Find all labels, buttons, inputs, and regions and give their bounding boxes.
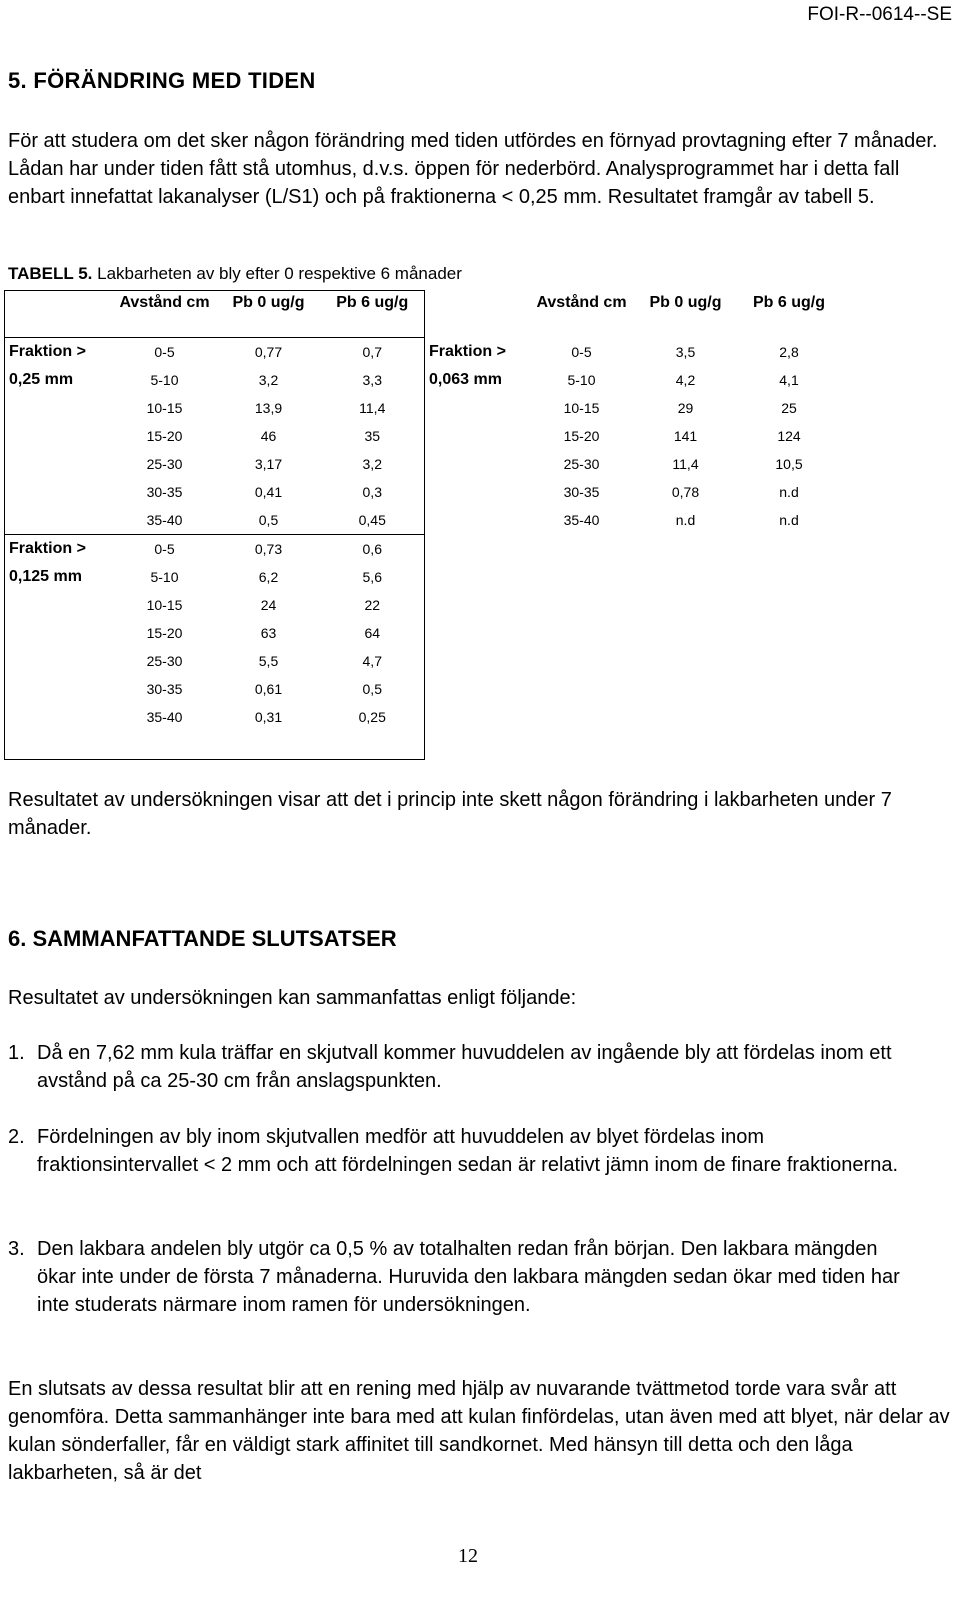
pb0-cell: 0,77 — [217, 338, 321, 367]
pb0-cell: 3,17 — [254, 456, 283, 472]
header-pb0-left: Pb 0 ug/g — [217, 291, 321, 338]
distance-cell: 5-10 — [567, 372, 596, 388]
pb0-cell: 13,9 — [254, 400, 283, 416]
table-row — [5, 591, 841, 619]
pb0-cell: 0,5 — [258, 512, 279, 528]
pb0-cell: 29 — [677, 400, 694, 416]
header-pb6-right: Pb 6 ug/g — [753, 293, 825, 311]
distance-cell: 15-20 — [146, 428, 183, 444]
table-row — [5, 450, 841, 478]
distance-cell: 0-5 — [571, 343, 592, 360]
pb0-cell: 6,2 — [258, 569, 279, 585]
empty-cell — [425, 535, 530, 564]
fraction-label — [5, 703, 113, 731]
fraction-label — [425, 394, 530, 422]
fraction-label — [5, 506, 113, 535]
distance-cell: 15-20 — [146, 625, 183, 641]
pb6-cell: 0,45 — [321, 506, 425, 535]
fraction-label: 0,063 mm — [429, 371, 502, 388]
distance-cell: 35-40 — [146, 709, 183, 725]
fraction-label — [5, 394, 113, 422]
pb6-cell: 22 — [321, 591, 425, 619]
empty-cell — [738, 563, 841, 591]
pb6-cell: 2,8 — [779, 343, 799, 360]
conclusion-item — [8, 1123, 917, 1179]
table-row — [5, 619, 841, 647]
page-number: 12 — [458, 1545, 478, 1567]
empty-cell — [738, 647, 841, 675]
empty-cell — [425, 731, 530, 760]
distance-cell: 35-40 — [146, 512, 183, 528]
pb0-cell: 0,31 — [254, 709, 283, 725]
conclusion-number: 2. — [8, 1126, 25, 1148]
section-5-heading: 5. FÖRÄNDRING MED TIDEN — [8, 68, 316, 93]
table-row — [5, 394, 841, 422]
pb6-cell: 0,5 — [321, 675, 425, 703]
pb6-cell: 0,25 — [321, 703, 425, 731]
header-pb6-left: Pb 6 ug/g — [321, 291, 425, 338]
distance-cell: 15-20 — [563, 428, 600, 444]
distance-cell: 5-10 — [150, 372, 179, 388]
conclusion-number: 3. — [8, 1238, 25, 1260]
table-row — [5, 478, 841, 506]
empty-cell — [425, 647, 530, 675]
pb0-cell: 0,41 — [254, 484, 283, 500]
section-6-intro: Resultatet av undersökningen kan sammanfattas enligt följande: — [8, 987, 577, 1009]
conclusion-text: Fördelningen av bly inom skjutvallen medför att huvuddelen av blyet fördelas inom fraktionsintervallet < 2 mm och att fördelningen sedan är relativt jämn inom de finare fraktionerna. — [37, 1126, 898, 1176]
pb0-cell: 63 — [260, 625, 277, 641]
pb0-cell: 0,61 — [254, 681, 283, 697]
empty-cell — [634, 563, 738, 591]
empty-cell — [5, 731, 113, 760]
pb6-cell: 124 — [777, 428, 801, 444]
fraction-label — [5, 450, 113, 478]
pb6-cell: 11,4 — [321, 394, 425, 422]
pb6-cell: 4,1 — [779, 372, 799, 388]
table-header-row — [5, 291, 841, 338]
closing-paragraph: En slutsats av dessa resultat blir att en rening med hjälp av nuvarande tvättmetod torde vara svår att genomföra. Detta sammanhänger inte bara med att kulan finfördelas, utan även med att blyet, när delar av kulan sönderfaller, får en väldigt stark affinitet till sandkornet. Med hänsyn till detta och den låga lakbarheten, så är det — [8, 1378, 950, 1484]
empty-cell — [530, 591, 634, 619]
empty-cell — [530, 563, 634, 591]
fraction-label: Fraktion > — [429, 342, 506, 360]
table-row — [5, 422, 841, 450]
conclusion-text: Den lakbara andelen bly utgör ca 0,5 % av totalhalten redan från början. Den lakbara mängden ökar inte under de första 7 månaderna. Huruvida den lakbara mängden sedan ökar med tiden har inte studerats närmare inom ramen för undersökningen. — [37, 1238, 900, 1316]
section-5-paragraph: För att studera om det sker någon förändring med tiden utfördes en förnyad provtagning efter 7 månader. Lådan har under tiden fått stå utomhus, d.v.s. öppen för nederbörd. Analysprogrammet har i detta fall enbart innefattat lakanalyser (L/S1) och på fraktionerna < 0,25 mm. Resultatet framgår av tabell 5. — [8, 130, 938, 208]
empty-cell — [738, 535, 841, 564]
distance-cell: 10-15 — [563, 400, 600, 416]
empty-cell — [634, 535, 738, 564]
empty-cell — [634, 675, 738, 703]
header-distance-right: Avstånd cm — [536, 293, 627, 311]
table-caption-text: Lakbarheten av bly efter 0 respektive 6 månader — [97, 264, 462, 283]
pb0-cell: 11,4 — [672, 456, 699, 472]
empty-cell — [425, 675, 530, 703]
fraction-label — [5, 478, 113, 506]
result-paragraph: Resultatet av undersökningen visar att det i princip inte skett någon förändring i lakbarheten under 7 månader. — [8, 789, 892, 839]
pb6-cell: 3,2 — [321, 450, 425, 478]
conclusion-item — [8, 1235, 917, 1319]
pb0-cell: 3,5 — [675, 343, 696, 360]
fraction-label — [5, 647, 113, 675]
pb6-cell: 25 — [781, 400, 797, 416]
empty-cell — [530, 647, 634, 675]
fraction-label — [5, 619, 113, 647]
table-row — [5, 338, 841, 367]
table-empty-row — [5, 731, 841, 760]
distance-cell: 10-15 — [146, 597, 183, 613]
empty-cell — [738, 731, 841, 760]
fraction-label: Fraktion > — [5, 338, 113, 367]
empty-cell — [321, 731, 425, 760]
empty-cell — [738, 619, 841, 647]
pb6-cell: 5,6 — [321, 563, 425, 591]
header-distance-left: Avstånd cm — [113, 291, 217, 338]
section-6-heading: 6. SAMMANFATTANDE SLUTSATSER — [8, 926, 397, 951]
distance-cell: 25-30 — [146, 653, 183, 669]
distance-cell: 25-30 — [146, 456, 183, 472]
fraction-label — [425, 450, 530, 478]
pb6-cell: 64 — [321, 619, 425, 647]
empty-cell — [738, 591, 841, 619]
distance-cell: 30-35 — [563, 484, 600, 500]
header-blank-left — [5, 291, 113, 338]
empty-cell — [425, 619, 530, 647]
conclusion-item — [8, 1039, 917, 1095]
table-caption-label: TABELL 5. — [8, 264, 93, 283]
pb6-cell: 4,7 — [321, 647, 425, 675]
fraction-label — [425, 478, 530, 506]
distance-cell: 5-10 — [150, 569, 179, 585]
empty-cell — [530, 731, 634, 760]
fraction-label — [5, 675, 113, 703]
report-id: FOI-R--0614--SE — [807, 4, 952, 25]
empty-cell — [634, 703, 738, 731]
pb0-cell: 4,2 — [675, 372, 696, 388]
empty-cell — [634, 619, 738, 647]
pb6-cell: 10,5 — [775, 456, 803, 472]
fraction-label: Fraktion > — [5, 535, 113, 564]
empty-cell — [425, 703, 530, 731]
empty-cell — [530, 675, 634, 703]
table-row — [5, 563, 841, 591]
empty-cell — [634, 591, 738, 619]
table-row — [5, 366, 841, 394]
leachability-table — [4, 290, 841, 760]
table-row — [5, 675, 841, 703]
header-pb0-right: Pb 0 ug/g — [649, 293, 722, 311]
distance-cell: 0-5 — [113, 535, 217, 564]
fraction-label — [5, 422, 113, 450]
empty-cell — [113, 731, 217, 760]
conclusion-text: Då en 7,62 mm kula träffar en skjutvall kommer huvuddelen av ingående bly att fördelas inom ett avstånd på ca 25-30 cm från anslagspunkten. — [37, 1042, 892, 1092]
distance-cell: 0-5 — [113, 338, 217, 367]
pb6-cell: n.d — [779, 512, 799, 529]
fraction-label — [5, 591, 113, 619]
pb0-cell: 24 — [260, 597, 277, 613]
empty-cell — [530, 703, 634, 731]
pb0-cell: 5,5 — [258, 653, 279, 669]
fraction-label — [425, 506, 530, 535]
empty-cell — [738, 675, 841, 703]
distance-cell: 10-15 — [146, 400, 183, 416]
pb0-cell: 141 — [673, 428, 698, 444]
empty-cell — [425, 591, 530, 619]
pb0-cell: 3,2 — [258, 372, 279, 388]
empty-cell — [634, 647, 738, 675]
table-row — [5, 535, 841, 564]
empty-cell — [530, 535, 634, 564]
distance-cell: 35-40 — [563, 512, 600, 529]
pb6-cell: 0,6 — [321, 535, 425, 564]
empty-cell — [217, 731, 321, 760]
pb0-cell: 46 — [260, 428, 277, 444]
pb6-cell: 0,3 — [321, 478, 425, 506]
conclusion-number: 1. — [8, 1042, 25, 1064]
empty-cell — [634, 731, 738, 760]
pb6-cell: 35 — [321, 422, 425, 450]
pb6-cell: 0,7 — [321, 338, 425, 367]
table-caption — [8, 264, 462, 284]
empty-cell — [425, 563, 530, 591]
distance-cell: 30-35 — [146, 484, 183, 500]
pb0-cell: n.d — [675, 512, 696, 529]
header-blank-right — [425, 291, 530, 338]
empty-cell — [738, 703, 841, 731]
fraction-label: 0,25 mm — [5, 366, 113, 394]
distance-cell: 30-35 — [146, 681, 183, 697]
pb0-cell: 0,78 — [671, 484, 700, 500]
fraction-label: 0,125 mm — [5, 563, 113, 591]
empty-cell — [530, 619, 634, 647]
table-row — [5, 506, 841, 535]
fraction-label — [425, 422, 530, 450]
pb6-cell: 3,3 — [321, 366, 425, 394]
table-row — [5, 703, 841, 731]
table-row — [5, 647, 841, 675]
distance-cell: 25-30 — [563, 456, 600, 472]
pb0-cell: 0,73 — [217, 535, 321, 564]
pb6-cell: n.d — [779, 484, 799, 500]
